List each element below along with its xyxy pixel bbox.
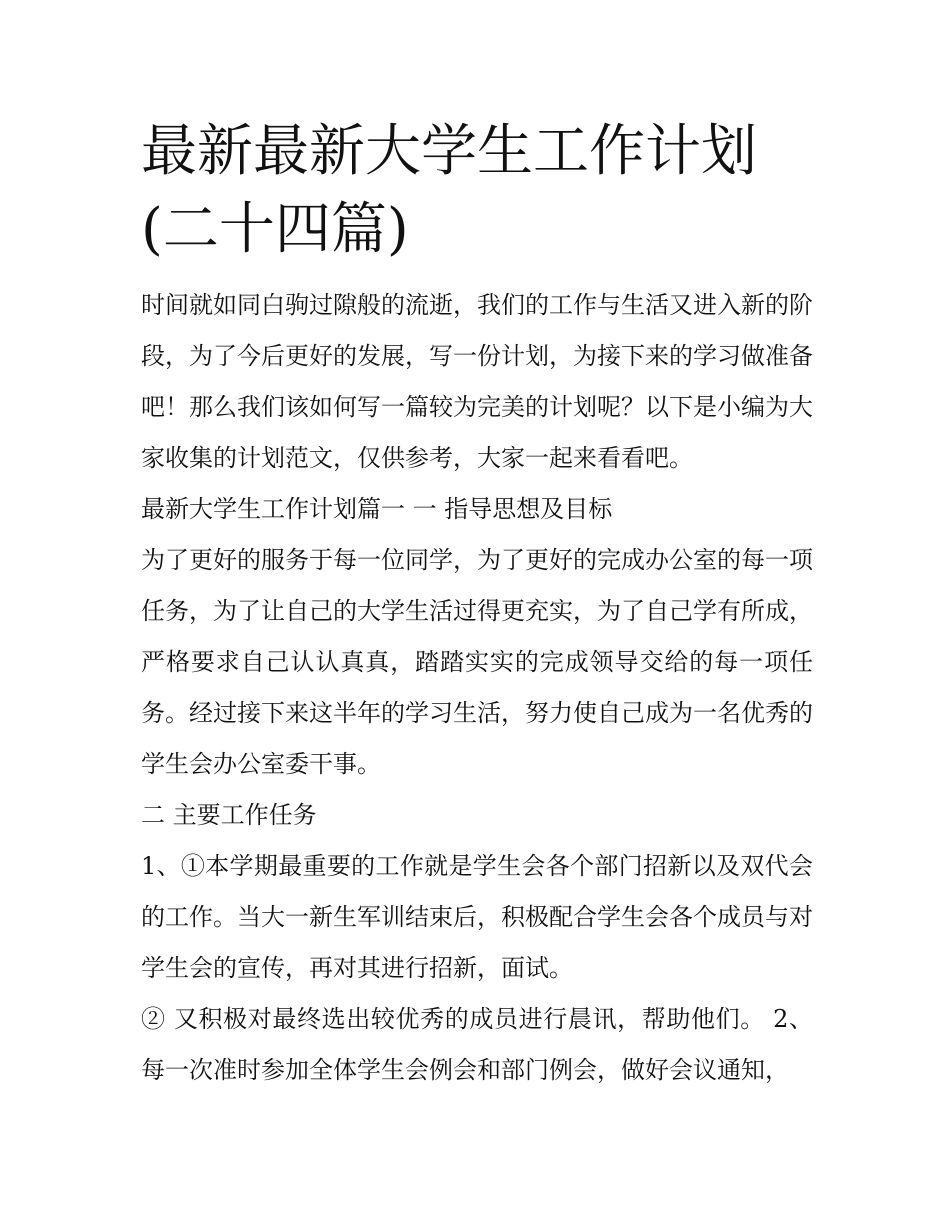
- document-title: 最新最新大学生工作计划(二十四篇): [141, 119, 757, 262]
- section-heading-2: 二 主要工作任务: [141, 801, 317, 829]
- document-body: [141, 280, 813, 1096]
- body-paragraph-3: ② 又积极对最终选出较优秀的成员进行晨讯，帮助他们。 2、每一次准时参加全体学生会例会和部门例会，做好会议通知，: [141, 1005, 813, 1084]
- intro-paragraph: 时间就如同白驹过隙般的流逝，我们的工作与生活又进入新的阶段，为了今后更好的发展，写一份计划，为接下来的学习做准备吧！那么我们该如何写一篇较为完美的计划呢？以下是小编为大家收集的计划范文，仅供参考，大家一起来看看吧。: [141, 291, 813, 472]
- section-heading-1: 最新大学生工作计划篇一 一 指导思想及目标: [141, 495, 613, 523]
- body-paragraph-1: 为了更好的服务于每一位同学，为了更好的完成办公室的每一项任务，为了让自己的大学生活过得更充实，为了自己学有所成，严格要求自己认认真真，踏踏实实的完成领导交给的每一项任务。经过接下来这半年的学习生活，努力使自己成为一名优秀的学生会办公室委干事。: [141, 546, 813, 778]
- body-paragraph-2: 1、①本学期最重要的工作就是学生会各个部门招新以及双代会的工作。当大一新生军训结束后，积极配合学生会各个成员与对学生会的宣传，再对其进行招新，面试。: [141, 852, 813, 982]
